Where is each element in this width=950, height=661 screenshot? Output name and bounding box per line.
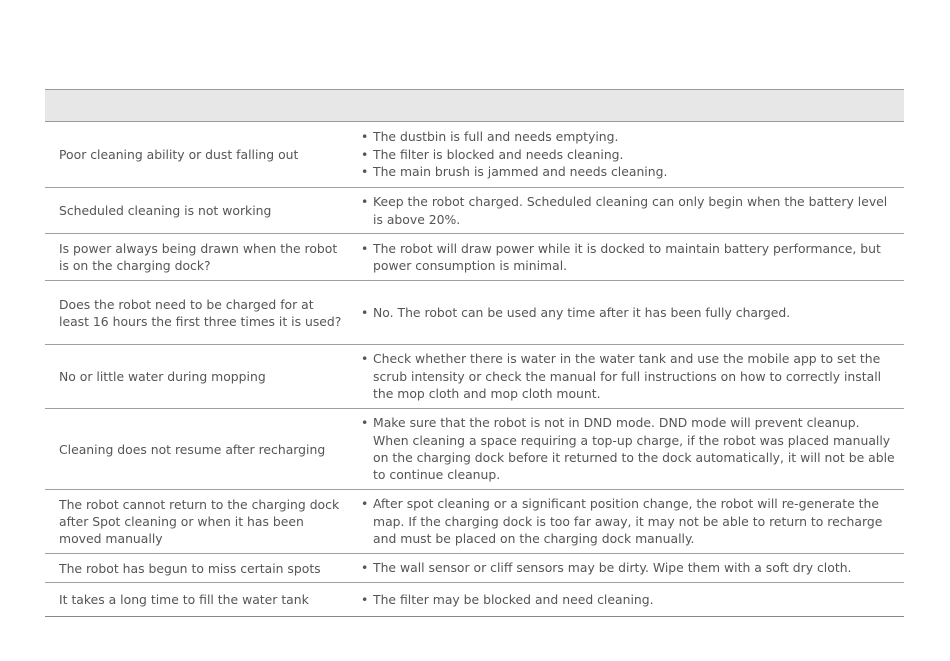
table-row: [45, 409, 904, 490]
solution-cell: [345, 234, 904, 280]
solution-cell: [345, 281, 904, 344]
solution-cell: [345, 554, 904, 582]
problem-cell: Is power always being drawn when the robot is on the charging dock?: [59, 241, 338, 273]
solution-cell: [345, 345, 904, 408]
solution-item: • The wall sensor or cliff sensors may be dirty. Wipe them with a soft dry cloth.: [361, 559, 896, 576]
solution-item: • The dustbin is full and needs emptying.: [361, 128, 896, 145]
table-row: [45, 281, 904, 345]
table-row: [45, 188, 904, 234]
solution-cell: [345, 490, 904, 553]
solution-item: • No. The robot can be used any time after it has been fully charged.: [361, 304, 896, 321]
table-row: [45, 583, 904, 617]
solution-cell: [345, 122, 904, 187]
table-row: [45, 490, 904, 554]
table-row: [45, 345, 904, 409]
table-row: [45, 122, 904, 188]
problem-cell: Cleaning does not resume after recharging: [59, 441, 326, 457]
solution-item: • Check whether there is water in the water tank and use the mobile app to set the scrub intensity or check the manual for full instructions on how to correctly install the mop cloth and mop cloth mount.: [361, 350, 896, 402]
solution-cell: [345, 583, 904, 616]
solution-item: • The filter is blocked and needs cleaning.: [361, 146, 896, 163]
problem-cell: The robot cannot return to the charging dock after Spot cleaning or when it has been moved manually: [59, 497, 340, 546]
table-row: [45, 234, 904, 281]
problem-cell: Does the robot need to be charged for at least 16 hours the first three times it is used?: [59, 296, 342, 329]
solution-cell: [345, 409, 904, 489]
table-row: [45, 554, 904, 583]
solution-item: • After spot cleaning or a significant position change, the robot will re-generate the map. If the charging dock is too far away, it may not be able to return to recharge and must be placed on the charging dock manually.: [361, 495, 896, 547]
problem-cell: Scheduled cleaning is not working: [59, 203, 272, 218]
problem-cell: It takes a long time to fill the water tank: [59, 592, 309, 607]
solution-item: • The filter may be blocked and need cleaning.: [361, 591, 896, 608]
problem-cell: No or little water during mopping: [59, 369, 266, 384]
troubleshooting-table: [45, 89, 904, 617]
problem-cell: The robot has begun to miss certain spots: [59, 560, 321, 576]
solution-item: • The robot will draw power while it is docked to maintain battery performance, but power consumption is minimal.: [361, 240, 896, 275]
solution-item: • The main brush is jammed and needs cleaning.: [361, 163, 896, 180]
problem-cell: Poor cleaning ability or dust falling out: [59, 147, 299, 162]
solution-cell: [345, 188, 904, 233]
table-header: [45, 89, 904, 122]
solution-item: • Keep the robot charged. Scheduled cleaning can only begin when the battery level is above 20%.: [361, 193, 896, 228]
solution-item: • Make sure that the robot is not in DND mode. DND mode will prevent cleanup. When cleaning a space requiring a top-up charge, if the robot was placed manually on the charging dock before it returned to the dock automatically, it will not be able to continue cleanup.: [361, 414, 896, 484]
